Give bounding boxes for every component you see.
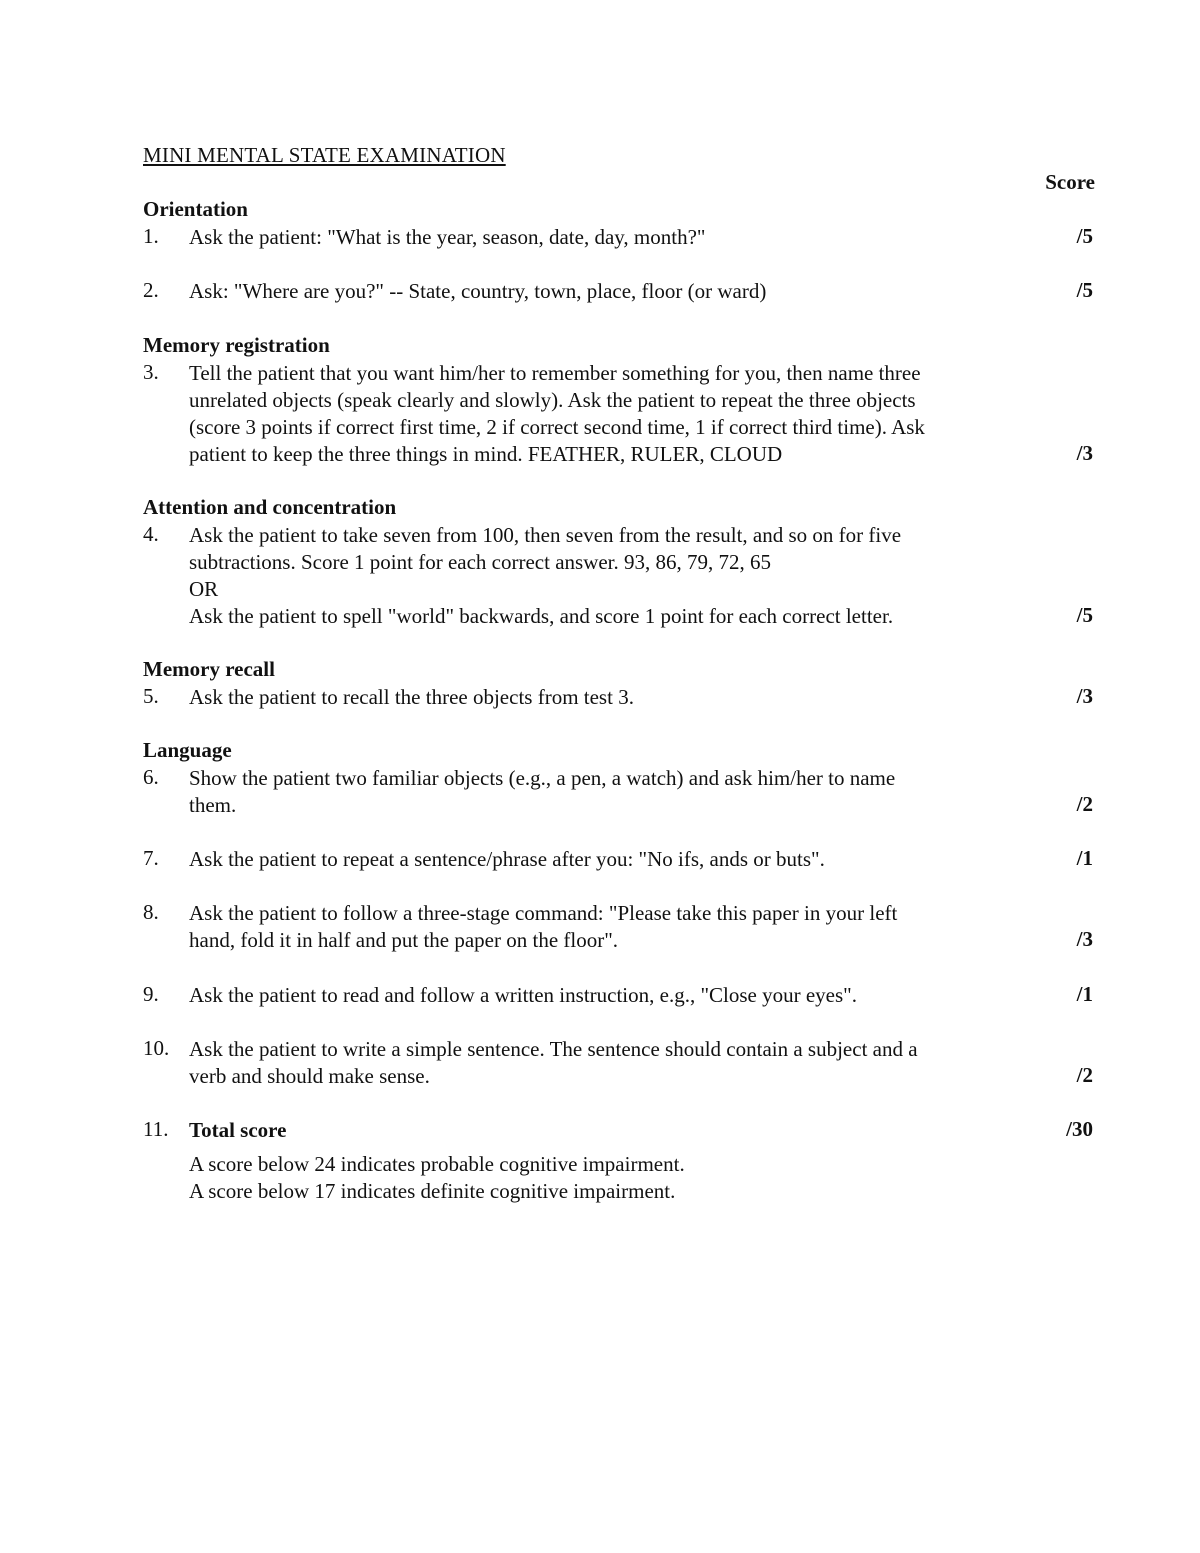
item-number: 4. bbox=[143, 522, 159, 546]
item-number: 5. bbox=[143, 684, 159, 708]
section-heading-memory-registration: Memory registration bbox=[143, 333, 330, 357]
item-text-line: Ask the patient: "What is the year, season, date, day, month?" bbox=[189, 225, 706, 249]
item-number: 6. bbox=[143, 765, 159, 789]
interpretation-notes bbox=[189, 1151, 685, 1205]
item-text-line: unrelated objects (speak clearly and slowly). Ask the patient to repeat the three objects bbox=[189, 388, 916, 412]
item-max-score: /2 bbox=[1076, 1063, 1093, 1087]
item-text-line: Ask the patient to write a simple sentence. The sentence should contain a subject and a bbox=[189, 1037, 918, 1061]
item-text-line: patient to keep the three things in mind. FEATHER, RULER, CLOUD bbox=[189, 442, 783, 466]
item-text bbox=[189, 278, 1019, 305]
item-text-line: verb and should make sense. bbox=[189, 1064, 430, 1088]
item-number: 10. bbox=[143, 1036, 170, 1060]
section-heading-memory-recall: Memory recall bbox=[143, 657, 275, 681]
document-title: MINI MENTAL STATE EXAMINATION bbox=[143, 143, 506, 167]
item-text-line: hand, fold it in half and put the paper on the floor". bbox=[189, 928, 619, 952]
item-text-line: Ask the patient to repeat a sentence/phrase after you: "No ifs, ands or buts". bbox=[189, 847, 825, 871]
item-max-score: /5 bbox=[1076, 224, 1093, 248]
item-number: 2. bbox=[143, 278, 159, 302]
item-text bbox=[189, 684, 1019, 711]
item-number: 1. bbox=[143, 224, 159, 248]
item-number: 3. bbox=[143, 360, 159, 384]
item-number: 9. bbox=[143, 982, 159, 1006]
item-text-line: Ask the patient to read and follow a written instruction, e.g., "Close your eyes". bbox=[189, 983, 857, 1007]
item-text-line: Ask the patient to take seven from 100, then seven from the result, and so on for five bbox=[189, 523, 902, 547]
item-number: 11. bbox=[143, 1117, 169, 1141]
section-heading-orientation: Orientation bbox=[143, 197, 248, 221]
item-max-score: /5 bbox=[1076, 278, 1093, 302]
item-text bbox=[189, 846, 1019, 873]
item-text-line: subtractions. Score 1 point for each correct answer. 93, 86, 79, 72, 65 bbox=[189, 550, 772, 574]
item-number: 8. bbox=[143, 900, 159, 924]
total-score-label: Total score bbox=[189, 1118, 287, 1142]
item-max-score: /1 bbox=[1076, 982, 1093, 1006]
item-max-score: /3 bbox=[1076, 441, 1093, 465]
item-text bbox=[189, 982, 1019, 1009]
interpretation-note: A score below 24 indicates probable cognitive impairment. bbox=[189, 1152, 685, 1176]
item-text-line: Ask the patient to recall the three objects from test 3. bbox=[189, 685, 634, 709]
item-text bbox=[189, 224, 1019, 251]
item-max-score: /1 bbox=[1076, 846, 1093, 870]
item-text bbox=[189, 360, 1019, 468]
item-max-score: /3 bbox=[1076, 684, 1093, 708]
item-max-score: /3 bbox=[1076, 927, 1093, 951]
score-column-header: Score bbox=[1045, 170, 1095, 194]
item-text-line: Ask: "Where are you?" -- State, country, town, place, floor (or ward) bbox=[189, 279, 767, 303]
item-text-line: Show the patient two familiar objects (e.g., a pen, a watch) and ask him/her to name bbox=[189, 766, 896, 790]
item-text bbox=[189, 522, 1019, 630]
item-text bbox=[189, 1036, 1019, 1090]
interpretation-note: A score below 17 indicates definite cognitive impairment. bbox=[189, 1179, 676, 1203]
item-text-line: OR bbox=[189, 577, 219, 601]
section-heading-attention: Attention and concentration bbox=[143, 495, 397, 519]
item-max-score: /5 bbox=[1076, 603, 1093, 627]
section-heading-language: Language bbox=[143, 738, 232, 762]
item-text-line: Tell the patient that you want him/her to remember something for you, then name three bbox=[189, 361, 921, 385]
item-text bbox=[189, 765, 1019, 819]
item-text-line: them. bbox=[189, 793, 237, 817]
item-text-line: Ask the patient to spell "world" backwards, and score 1 point for each correct letter. bbox=[189, 604, 894, 628]
total-max-score: /30 bbox=[1066, 1117, 1093, 1141]
item-number: 7. bbox=[143, 846, 159, 870]
item-text bbox=[189, 1117, 1019, 1144]
item-text-line: Ask the patient to follow a three-stage command: "Please take this paper in your left bbox=[189, 901, 898, 925]
item-max-score: /2 bbox=[1076, 792, 1093, 816]
item-text-line: (score 3 points if correct first time, 2 if correct second time, 1 if correct third time). Ask bbox=[189, 415, 925, 439]
item-text bbox=[189, 900, 1019, 954]
